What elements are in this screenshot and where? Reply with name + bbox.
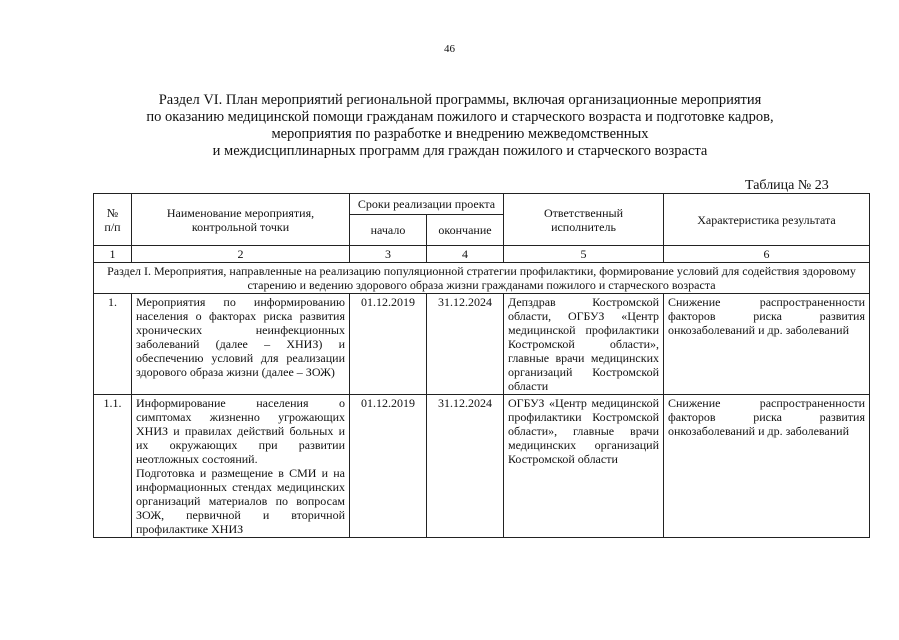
title-line-1: Раздел VI. План мероприятий региональной программы, включая организационные мероприятия [158, 92, 762, 108]
column-number-row [94, 246, 870, 263]
row-name-extra: Подготовка и размещение в СМИ и на информационных стендах медицинских организаций материалов по вопросам ЗОЖ, первичной и вторичной профилактике ХНИЗ [136, 466, 345, 536]
header-name-label: Наименование мероприятия, контрольной точки [166, 205, 315, 234]
header-executor [504, 194, 664, 246]
document-title [70, 92, 850, 160]
plan-table [93, 193, 870, 538]
row-executor: Депздрав Костромской области, ОГБУЗ «Центр медицинской профилактики Костромской области», главные врачи медицинских организаций Костромской области [504, 294, 664, 395]
row-end: 31.12.2024 [427, 294, 504, 395]
table-row [94, 294, 870, 395]
table-label: Таблица № 23 [745, 178, 829, 193]
row-start: 01.12.2019 [350, 294, 427, 395]
title-line-2: по оказанию медицинской помощи гражданам пожилого и старческого возраста и подготовке кадров, [146, 109, 774, 125]
title-line-3: мероприятия по разработке и внедрению межведомственных [271, 126, 649, 142]
row-executor: ОГБУЗ «Центр медицинской профилактики Костромской области», главные врачи медицинских организаций Костромской области [504, 395, 664, 538]
title-line-4: и междисциплинарных программ для граждан пожилого и старческого возраста [212, 143, 708, 159]
header-start: начало [350, 215, 427, 246]
row-name: Мероприятия по информированию населения о факторах риска развития хронических неинфекционных заболеваний (далее – ХНИЗ) и обеспечению условий для реализации здорового образа жизни (далее – ЗОЖ) [132, 294, 350, 395]
header-name [132, 194, 350, 246]
column-number: 1 [94, 246, 132, 263]
row-start: 01.12.2019 [350, 395, 427, 538]
header-executor-label: Ответственный исполнитель [543, 205, 624, 234]
header-result: Характеристика результата [664, 194, 870, 246]
column-number: 4 [427, 246, 504, 263]
row-num: 1. [94, 294, 132, 395]
row-result: Снижение распространенности факторов риска развития онкозаболеваний и др. заболеваний [664, 395, 870, 538]
row-end: 31.12.2024 [427, 395, 504, 538]
column-number: 2 [132, 246, 350, 263]
table-row [94, 395, 870, 538]
column-number: 3 [350, 246, 427, 263]
section-title: Раздел I. Мероприятия, направленные на реализацию популяционной стратегии профилактики, формирование условий для содействия здоровому старению и ведению здорового образа жизни гражданами пожилого и старческого возраста [94, 263, 870, 294]
row-name-cell [132, 395, 350, 538]
column-number: 6 [664, 246, 870, 263]
row-num: 1.1. [94, 395, 132, 538]
column-number: 5 [504, 246, 664, 263]
row-name: Информирование населения о симптомах жизненно угрожающих ХНИЗ и правилах действий больных и их окружающих при развитии неотложных состояний. [136, 396, 345, 466]
section-row [94, 263, 870, 294]
header-num [94, 194, 132, 246]
header-num-label: № п/п [104, 205, 121, 234]
page-number: 46 [444, 43, 455, 55]
header-end: окончание [427, 215, 504, 246]
header-period: Сроки реализации проекта [350, 194, 504, 215]
row-result: Снижение распространенности факторов риска развития онкозаболеваний и др. заболеваний [664, 294, 870, 395]
